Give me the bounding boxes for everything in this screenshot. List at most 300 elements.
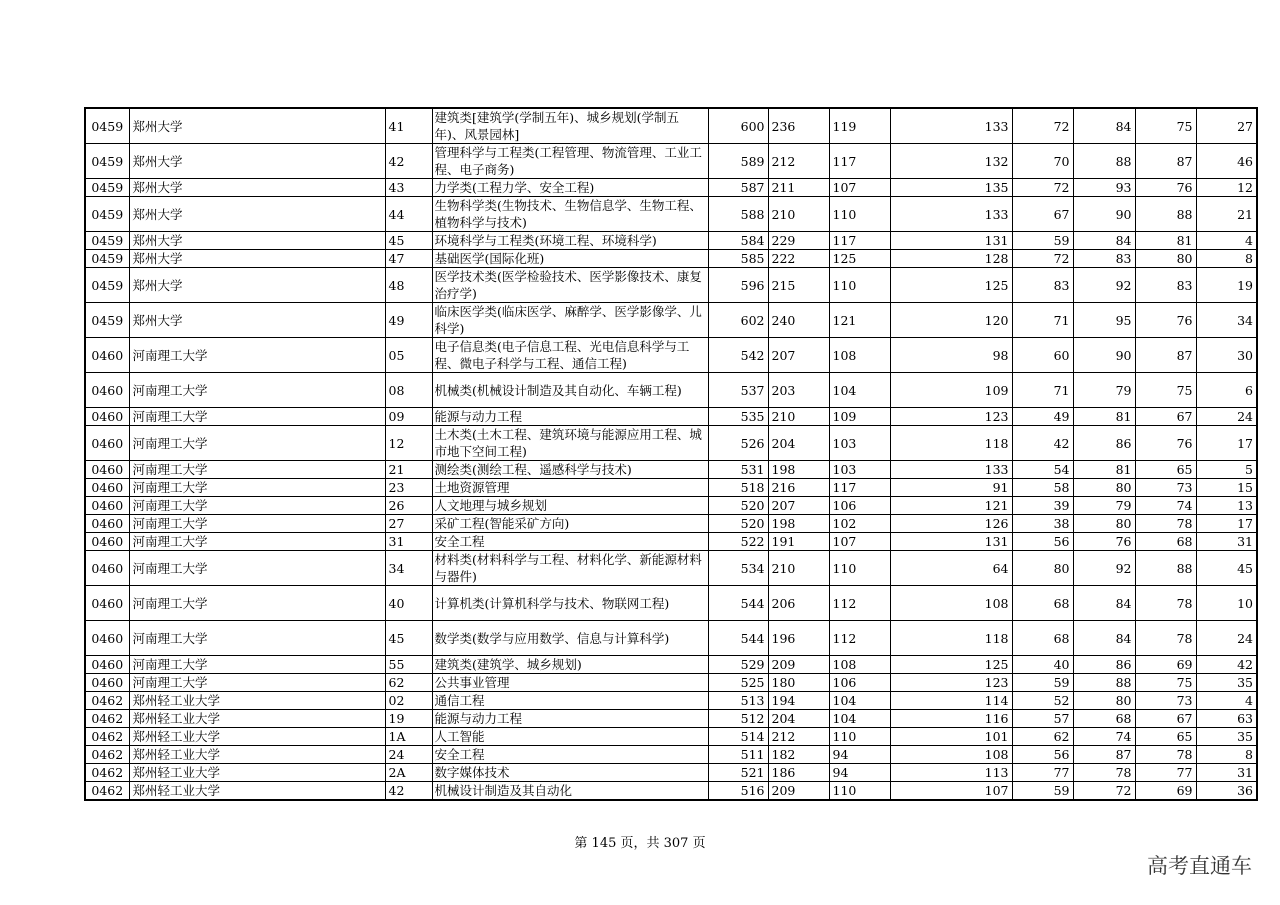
major-name-cell: 人工智能 [432,728,708,746]
school-name-cell: 郑州大学 [129,303,385,338]
school-name-cell: 河南理工大学 [129,338,385,373]
score-c3-cell: 102 [829,515,890,533]
table-row [85,586,1257,621]
score-c6-cell: 86 [1073,426,1135,461]
major-name-cell: 数字媒体技术 [432,764,708,782]
score-c2-cell: 182 [768,746,829,764]
major-name-cell: 电子信息类(电子信息工程、光电信息科学与工程、微电子科学与工程、通信工程) [432,338,708,373]
school-name-cell: 郑州大学 [129,179,385,197]
score-max-cell: 585 [708,250,768,268]
score-c8-cell: 19 [1196,268,1257,303]
score-c5-cell: 67 [1012,197,1073,232]
score-c3-cell: 103 [829,426,890,461]
score-c4-cell: 125 [890,656,1012,674]
score-c5-cell: 58 [1012,479,1073,497]
school-code-cell: 0460 [85,338,129,373]
score-max-cell: 521 [708,764,768,782]
score-c6-cell: 81 [1073,408,1135,426]
score-c8-cell: 35 [1196,674,1257,692]
score-c7-cell: 83 [1135,268,1196,303]
major-name-cell: 建筑类[建筑学(学制五年)、城乡规划(学制五年)、风景园林] [432,108,708,144]
score-c2-cell: 209 [768,656,829,674]
score-c4-cell: 113 [890,764,1012,782]
score-max-cell: 584 [708,232,768,250]
school-code-cell: 0459 [85,197,129,232]
score-c6-cell: 83 [1073,250,1135,268]
score-c8-cell: 31 [1196,764,1257,782]
table-row [85,268,1257,303]
major-code-cell: 47 [385,250,432,268]
score-c4-cell: 107 [890,782,1012,801]
table-row [85,108,1257,144]
score-c5-cell: 59 [1012,232,1073,250]
score-c2-cell: 209 [768,782,829,801]
school-name-cell: 河南理工大学 [129,479,385,497]
score-c8-cell: 17 [1196,426,1257,461]
score-c2-cell: 204 [768,710,829,728]
score-c5-cell: 68 [1012,621,1073,656]
major-code-cell: 42 [385,144,432,179]
score-c3-cell: 103 [829,461,890,479]
table-row [85,303,1257,338]
major-name-cell: 采矿工程(智能采矿方向) [432,515,708,533]
score-c8-cell: 42 [1196,656,1257,674]
major-code-cell: 34 [385,551,432,586]
school-code-cell: 0462 [85,728,129,746]
school-code-cell: 0460 [85,533,129,551]
school-code-cell: 0459 [85,250,129,268]
score-c7-cell: 75 [1135,674,1196,692]
score-c8-cell: 63 [1196,710,1257,728]
score-max-cell: 529 [708,656,768,674]
school-name-cell: 河南理工大学 [129,551,385,586]
score-c6-cell: 74 [1073,728,1135,746]
score-c2-cell: 198 [768,515,829,533]
score-c2-cell: 229 [768,232,829,250]
major-code-cell: 09 [385,408,432,426]
score-c3-cell: 108 [829,656,890,674]
score-c3-cell: 109 [829,408,890,426]
score-c5-cell: 80 [1012,551,1073,586]
score-c3-cell: 106 [829,497,890,515]
score-max-cell: 589 [708,144,768,179]
major-name-cell: 公共事业管理 [432,674,708,692]
score-c5-cell: 62 [1012,728,1073,746]
school-name-cell: 郑州大学 [129,250,385,268]
score-c8-cell: 30 [1196,338,1257,373]
score-max-cell: 526 [708,426,768,461]
score-c8-cell: 24 [1196,621,1257,656]
score-c4-cell: 131 [890,232,1012,250]
school-name-cell: 郑州轻工业大学 [129,710,385,728]
major-code-cell: 21 [385,461,432,479]
score-c3-cell: 117 [829,479,890,497]
school-code-cell: 0460 [85,656,129,674]
score-c5-cell: 38 [1012,515,1073,533]
score-c2-cell: 215 [768,268,829,303]
score-c5-cell: 70 [1012,144,1073,179]
major-code-cell: 08 [385,373,432,408]
major-name-cell: 能源与动力工程 [432,408,708,426]
major-code-cell: 43 [385,179,432,197]
score-c4-cell: 125 [890,268,1012,303]
school-name-cell: 河南理工大学 [129,408,385,426]
score-c7-cell: 76 [1135,303,1196,338]
score-max-cell: 602 [708,303,768,338]
score-c6-cell: 88 [1073,674,1135,692]
major-name-cell: 建筑类(建筑学、城乡规划) [432,656,708,674]
score-c5-cell: 56 [1012,746,1073,764]
score-c3-cell: 104 [829,710,890,728]
score-c7-cell: 69 [1135,782,1196,801]
score-c4-cell: 108 [890,746,1012,764]
major-code-cell: 12 [385,426,432,461]
score-c7-cell: 65 [1135,461,1196,479]
score-max-cell: 535 [708,408,768,426]
score-c4-cell: 123 [890,408,1012,426]
school-name-cell: 郑州轻工业大学 [129,746,385,764]
major-code-cell: 49 [385,303,432,338]
school-name-cell: 河南理工大学 [129,621,385,656]
school-name-cell: 河南理工大学 [129,373,385,408]
major-name-cell: 基础医学(国际化班) [432,250,708,268]
school-code-cell: 0460 [85,515,129,533]
score-c8-cell: 27 [1196,108,1257,144]
score-c3-cell: 121 [829,303,890,338]
score-c2-cell: 191 [768,533,829,551]
score-c6-cell: 92 [1073,268,1135,303]
score-c6-cell: 90 [1073,197,1135,232]
major-code-cell: 48 [385,268,432,303]
major-name-cell: 生物科学类(生物技术、生物信息学、生物工程、植物科学与技术) [432,197,708,232]
school-code-cell: 0459 [85,303,129,338]
score-c8-cell: 10 [1196,586,1257,621]
score-c6-cell: 87 [1073,746,1135,764]
school-name-cell: 河南理工大学 [129,656,385,674]
score-c2-cell: 180 [768,674,829,692]
score-c6-cell: 90 [1073,338,1135,373]
score-c6-cell: 93 [1073,179,1135,197]
major-name-cell: 材料类(材料科学与工程、材料化学、新能源材料与器件) [432,551,708,586]
score-c8-cell: 5 [1196,461,1257,479]
major-code-cell: 26 [385,497,432,515]
score-c5-cell: 68 [1012,586,1073,621]
score-c6-cell: 84 [1073,621,1135,656]
major-name-cell: 临床医学类(临床医学、麻醉学、医学影像学、儿科学) [432,303,708,338]
table-row [85,692,1257,710]
score-max-cell: 588 [708,197,768,232]
score-c3-cell: 104 [829,692,890,710]
score-max-cell: 516 [708,782,768,801]
score-c3-cell: 107 [829,533,890,551]
score-c8-cell: 35 [1196,728,1257,746]
table-row [85,710,1257,728]
major-name-cell: 安全工程 [432,746,708,764]
score-c5-cell: 57 [1012,710,1073,728]
score-c6-cell: 80 [1073,479,1135,497]
score-c4-cell: 133 [890,108,1012,144]
school-code-cell: 0460 [85,408,129,426]
score-max-cell: 600 [708,108,768,144]
score-c8-cell: 36 [1196,782,1257,801]
score-c8-cell: 15 [1196,479,1257,497]
score-c8-cell: 12 [1196,179,1257,197]
school-code-cell: 0459 [85,179,129,197]
score-c5-cell: 83 [1012,268,1073,303]
school-name-cell: 河南理工大学 [129,674,385,692]
major-code-cell: 23 [385,479,432,497]
score-c8-cell: 45 [1196,551,1257,586]
score-max-cell: 596 [708,268,768,303]
score-c3-cell: 108 [829,338,890,373]
major-code-cell: 05 [385,338,432,373]
major-code-cell: 02 [385,692,432,710]
score-c7-cell: 69 [1135,656,1196,674]
score-c4-cell: 101 [890,728,1012,746]
score-c6-cell: 80 [1073,692,1135,710]
score-max-cell: 514 [708,728,768,746]
table-row [85,479,1257,497]
score-c7-cell: 75 [1135,373,1196,408]
score-c2-cell: 216 [768,479,829,497]
score-c7-cell: 73 [1135,479,1196,497]
major-name-cell: 土地资源管理 [432,479,708,497]
score-c3-cell: 104 [829,373,890,408]
school-code-cell: 0459 [85,144,129,179]
table-row [85,533,1257,551]
major-code-cell: 19 [385,710,432,728]
major-code-cell: 2A [385,764,432,782]
score-max-cell: 537 [708,373,768,408]
major-code-cell: 62 [385,674,432,692]
score-c7-cell: 75 [1135,108,1196,144]
table-row [85,426,1257,461]
score-c4-cell: 118 [890,621,1012,656]
score-c3-cell: 119 [829,108,890,144]
major-name-cell: 安全工程 [432,533,708,551]
score-c4-cell: 116 [890,710,1012,728]
score-c2-cell: 206 [768,586,829,621]
score-c7-cell: 74 [1135,497,1196,515]
score-max-cell: 534 [708,551,768,586]
table-row [85,728,1257,746]
score-c6-cell: 79 [1073,373,1135,408]
table-row [85,656,1257,674]
score-c7-cell: 81 [1135,232,1196,250]
score-c5-cell: 42 [1012,426,1073,461]
score-c8-cell: 6 [1196,373,1257,408]
score-c5-cell: 60 [1012,338,1073,373]
school-code-cell: 0460 [85,461,129,479]
score-max-cell: 513 [708,692,768,710]
score-c2-cell: 198 [768,461,829,479]
score-c4-cell: 98 [890,338,1012,373]
major-name-cell: 通信工程 [432,692,708,710]
score-c4-cell: 123 [890,674,1012,692]
score-c3-cell: 112 [829,586,890,621]
score-c5-cell: 40 [1012,656,1073,674]
score-c2-cell: 236 [768,108,829,144]
school-name-cell: 郑州大学 [129,144,385,179]
school-name-cell: 河南理工大学 [129,515,385,533]
score-c6-cell: 88 [1073,144,1135,179]
table-row [85,674,1257,692]
school-code-cell: 0460 [85,373,129,408]
score-c3-cell: 117 [829,144,890,179]
score-max-cell: 544 [708,586,768,621]
score-c4-cell: 91 [890,479,1012,497]
major-name-cell: 数学类(数学与应用数学、信息与计算科学) [432,621,708,656]
score-c7-cell: 67 [1135,710,1196,728]
score-max-cell: 522 [708,533,768,551]
score-c8-cell: 24 [1196,408,1257,426]
school-code-cell: 0462 [85,692,129,710]
table-row [85,408,1257,426]
score-c6-cell: 81 [1073,461,1135,479]
table-row [85,515,1257,533]
score-c7-cell: 77 [1135,764,1196,782]
score-max-cell: 542 [708,338,768,373]
table-row [85,782,1257,801]
score-c7-cell: 78 [1135,621,1196,656]
school-name-cell: 河南理工大学 [129,426,385,461]
major-code-cell: 24 [385,746,432,764]
school-code-cell: 0462 [85,782,129,801]
score-c4-cell: 133 [890,461,1012,479]
score-c4-cell: 109 [890,373,1012,408]
table-row [85,179,1257,197]
score-c4-cell: 64 [890,551,1012,586]
score-c2-cell: 204 [768,426,829,461]
score-max-cell: 587 [708,179,768,197]
score-c7-cell: 67 [1135,408,1196,426]
school-code-cell: 0460 [85,479,129,497]
score-c4-cell: 132 [890,144,1012,179]
school-name-cell: 河南理工大学 [129,461,385,479]
score-c3-cell: 94 [829,746,890,764]
school-name-cell: 河南理工大学 [129,497,385,515]
score-c3-cell: 110 [829,197,890,232]
score-c2-cell: 207 [768,497,829,515]
score-c5-cell: 71 [1012,303,1073,338]
score-c8-cell: 4 [1196,232,1257,250]
score-c3-cell: 110 [829,268,890,303]
score-c7-cell: 87 [1135,338,1196,373]
score-c5-cell: 72 [1012,108,1073,144]
table-row [85,746,1257,764]
score-c2-cell: 240 [768,303,829,338]
score-max-cell: 511 [708,746,768,764]
score-c5-cell: 77 [1012,764,1073,782]
score-c6-cell: 79 [1073,497,1135,515]
score-c6-cell: 84 [1073,586,1135,621]
school-code-cell: 0459 [85,108,129,144]
table-row [85,373,1257,408]
table-row [85,338,1257,373]
score-c5-cell: 56 [1012,533,1073,551]
score-c5-cell: 71 [1012,373,1073,408]
score-max-cell: 520 [708,515,768,533]
table-row [85,461,1257,479]
score-c8-cell: 46 [1196,144,1257,179]
major-code-cell: 1A [385,728,432,746]
school-code-cell: 0460 [85,674,129,692]
score-c7-cell: 76 [1135,179,1196,197]
score-c7-cell: 87 [1135,144,1196,179]
school-name-cell: 郑州大学 [129,108,385,144]
score-c2-cell: 211 [768,179,829,197]
score-c6-cell: 86 [1073,656,1135,674]
school-name-cell: 河南理工大学 [129,533,385,551]
school-code-cell: 0460 [85,551,129,586]
school-code-cell: 0459 [85,232,129,250]
score-max-cell: 531 [708,461,768,479]
score-c7-cell: 78 [1135,515,1196,533]
major-code-cell: 42 [385,782,432,801]
score-c2-cell: 194 [768,692,829,710]
table-row [85,197,1257,232]
score-c4-cell: 131 [890,533,1012,551]
table-row [85,144,1257,179]
school-name-cell: 郑州大学 [129,197,385,232]
major-code-cell: 45 [385,232,432,250]
score-c3-cell: 107 [829,179,890,197]
score-c6-cell: 72 [1073,782,1135,801]
table-body [85,108,1257,800]
score-c2-cell: 222 [768,250,829,268]
school-code-cell: 0460 [85,497,129,515]
score-max-cell: 520 [708,497,768,515]
school-code-cell: 0460 [85,426,129,461]
score-c5-cell: 54 [1012,461,1073,479]
table-row [85,250,1257,268]
major-name-cell: 机械设计制造及其自动化 [432,782,708,801]
score-c2-cell: 210 [768,408,829,426]
score-c7-cell: 80 [1135,250,1196,268]
major-code-cell: 41 [385,108,432,144]
score-c7-cell: 88 [1135,197,1196,232]
score-c8-cell: 17 [1196,515,1257,533]
admission-score-table [84,107,1258,801]
score-c6-cell: 68 [1073,710,1135,728]
score-c7-cell: 88 [1135,551,1196,586]
school-name-cell: 郑州大学 [129,232,385,250]
score-c2-cell: 196 [768,621,829,656]
score-c2-cell: 210 [768,551,829,586]
major-code-cell: 55 [385,656,432,674]
score-c5-cell: 49 [1012,408,1073,426]
score-c6-cell: 78 [1073,764,1135,782]
score-c7-cell: 68 [1135,533,1196,551]
table-row [85,764,1257,782]
score-c8-cell: 13 [1196,497,1257,515]
score-c4-cell: 133 [890,197,1012,232]
table-row [85,232,1257,250]
school-name-cell: 郑州大学 [129,268,385,303]
school-name-cell: 河南理工大学 [129,586,385,621]
score-c8-cell: 8 [1196,746,1257,764]
score-c5-cell: 72 [1012,250,1073,268]
score-c2-cell: 210 [768,197,829,232]
score-c4-cell: 108 [890,586,1012,621]
score-c8-cell: 34 [1196,303,1257,338]
score-c6-cell: 84 [1073,108,1135,144]
score-c7-cell: 73 [1135,692,1196,710]
score-c5-cell: 59 [1012,674,1073,692]
major-code-cell: 40 [385,586,432,621]
score-c4-cell: 118 [890,426,1012,461]
score-c5-cell: 72 [1012,179,1073,197]
